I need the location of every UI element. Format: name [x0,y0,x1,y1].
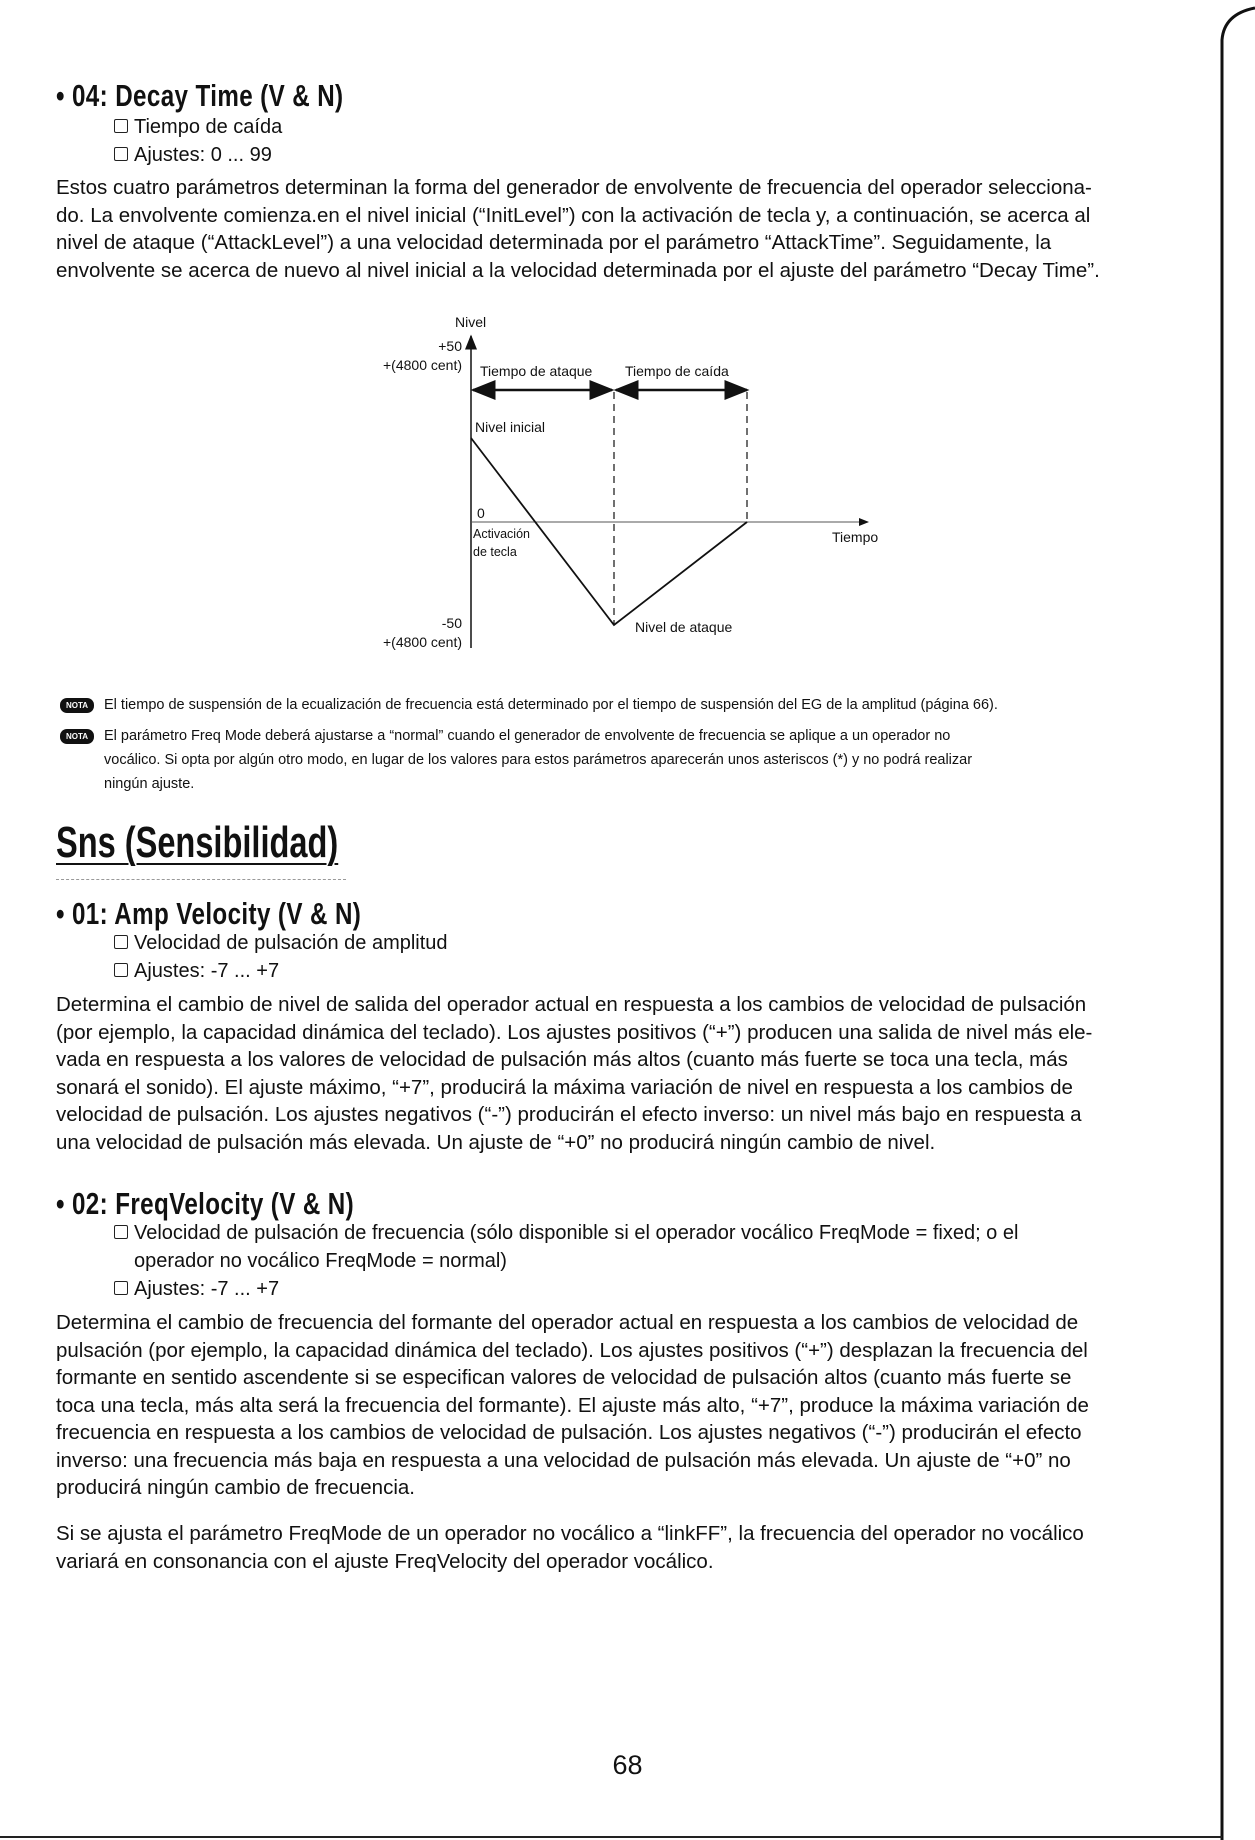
section-divider [56,879,346,880]
checkbox-bullet-icon [114,963,128,977]
bottom-cent: +(4800 cent) [383,634,462,650]
x-axis-label: Tiempo [832,529,879,545]
attack-level-label: Nivel de ataque [635,619,733,635]
checkbox-bullet-icon [114,1281,128,1295]
freq-linkff-description: Si se ajusta el parámetro FreqMode de un operador no vocálico a “linkFF”, la frecuencia del operador no vocálico variará en consonancia con el ajuste FreqVelocity del operador vocálico. [56,1522,1084,1573]
decay-time-label: Tiempo de caída [625,363,729,379]
amp-description: Determina el cambio de nivel de salida del operador actual en respuesta a los cambios de velocidad de pulsación (por ejemplo, la capacidad dinámica del teclado). Los ajustes positivos (“+”) producen una salida de nivel más ele- vada en respuesta a los valores de velocidad de pulsación más altos (cuanto más fuerte se toca una tecla, más sonará el sonido). El ajuste máximo, “+7”, producirá la máxima variación de nivel en respuesta a los cambios de velocidad de pulsación. Los ajustes negativos (“-”) producirán el efecto inverso: un nivel más bajo en respuesta a una velocidad de pulsación más elevada. Un ajuste de “+0” no producirá ningún cambio de nivel. [56,993,1093,1154]
amp-item-range: Ajustes: -7 ... +7 [114,957,279,985]
zero-label: 0 [477,505,485,521]
key-on-label-2: de tecla [473,545,517,559]
amp-velocity-heading: • 01: Amp Velocity (V & N) [56,896,362,931]
nota-badge-icon: NOTA [60,729,94,744]
decay-item-name: Tiempo de caída [114,113,282,141]
decay-time-heading: • 04: Decay Time (V & N) [56,78,344,113]
nota-badge-icon: NOTA [60,698,94,713]
freq-item-name: Velocidad de pulsación de frecuencia (sólo disponible si el operador vocálico FreqMode = fixed; o el [114,1219,1018,1247]
checkbox-bullet-icon [114,1225,128,1239]
freq-description: Determina el cambio de frecuencia del formante del operador actual en respuesta a los cambios de velocidad de pulsación (por ejemplo, la capacidad dinámica del teclado). Los ajustes positivos (“+”) desplazan la frecuencia del formante en sentido ascendente si se especifican valores de velocidad de pulsación altos (cuanto más fuerte se toca una tecla, más alta será la frecuencia del formante). El ajuste más alto, “+7”, produce la máxima variación de frecuencia en respuesta a los cambios de velocidad de pulsación. Los ajustes negativos (“-”) producirán el efecto inverso: una frecuencia más baja en respuesta a una velocidad de pulsación más elevada. Un ajuste de “+0” no producirá ningún cambio de frecuencia. [56,1311,1089,1499]
note-1: El tiempo de suspensión de la ecualización de frecuencia está determinado por el tiempo de suspensión del EG de la amplitud (página 66). [104,697,998,713]
envelope-diagram [0,0,1255,700]
top-value: +50 [438,338,462,354]
key-on-label: Activación [473,527,530,541]
top-cent: +(4800 cent) [383,357,462,373]
attack-time-label: Tiempo de ataque [480,363,593,379]
initial-level-label: Nivel inicial [475,419,546,435]
bottom-border [0,1836,1222,1838]
freq-item-range: Ajustes: -7 ... +7 [114,1275,279,1303]
section-title: Sns (Sensibilidad) [56,818,339,867]
decay-description: Estos cuatro parámetros determinan la forma del generador de envolvente de frecuencia del operador selecciona- do. La envolvente comienza.en el nivel inicial (“InitLevel”) con la activación de tecla y, a continuación, se acerca al nivel de ataque (“AttackLevel”) a una velocidad determinada por el parámetro “AttackTime”. Seguidamente, la envolvente se acerca de nuevo al nivel inicial a la velocidad determinada por el ajuste del parámetro “Decay Time”. [56,176,1100,282]
note-2: El parámetro Freq Mode deberá ajustarse a “normal” cuando el generador de envolvente de frecuencia se aplique a un operador no vocálico. Si opta por algún otro modo, en lugar de los valores para estos parámetros aparecerán unos asteriscos (*) y no podrá realizar ningún ajuste. [104,728,973,792]
y-axis-label: Nivel [455,314,487,330]
amp-item-name: Velocidad de pulsación de amplitud [114,929,448,957]
checkbox-bullet-icon [114,935,128,949]
bottom-value: -50 [441,615,462,631]
page-number: 68 [612,1750,643,1780]
decay-item-range: Ajustes: 0 ... 99 [114,141,272,169]
freq-item-name-cont: operador no vocálico FreqMode = normal) [134,1250,507,1272]
freq-velocity-heading: • 02: FreqVelocity (V & N) [56,1186,355,1221]
